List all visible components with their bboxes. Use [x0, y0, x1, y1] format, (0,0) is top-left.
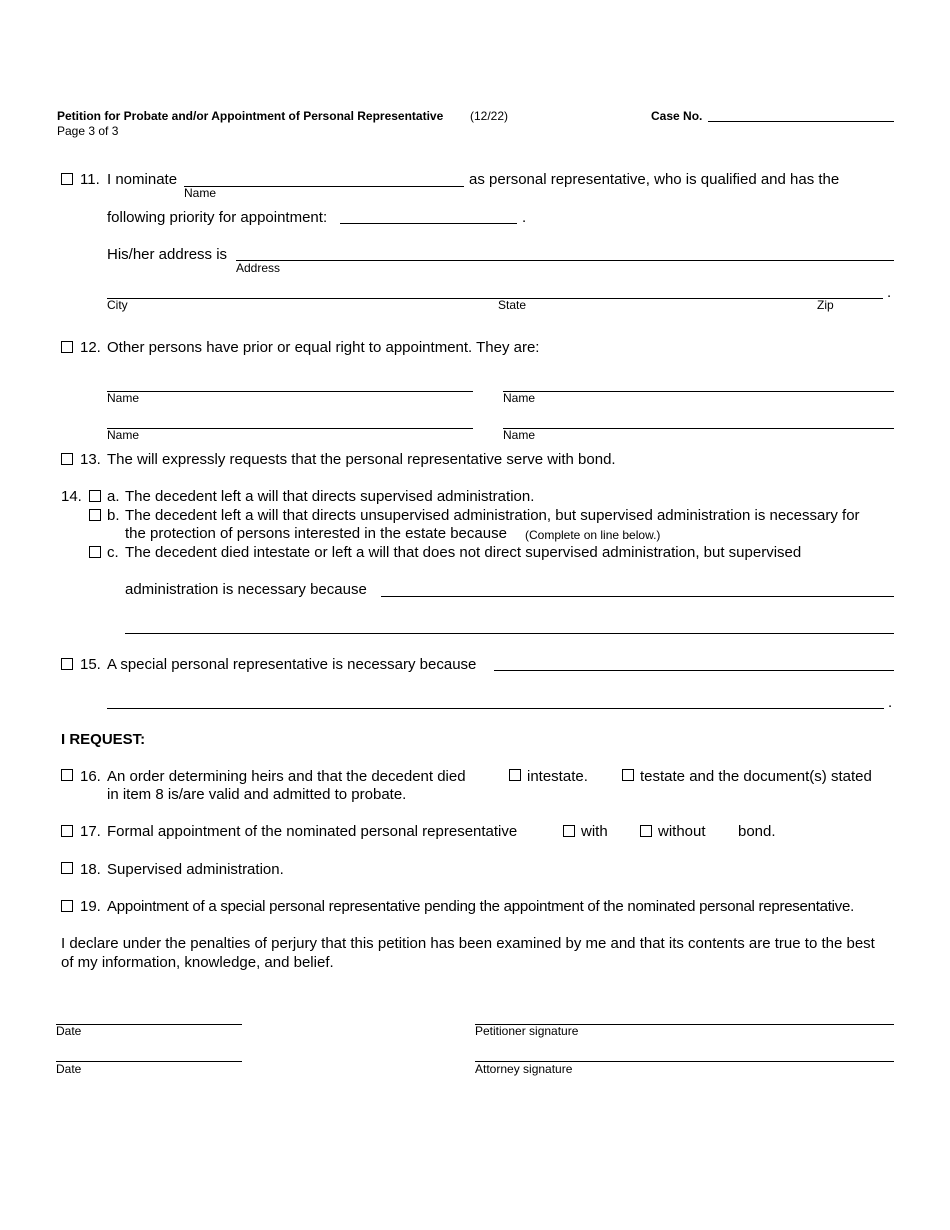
- attorney-date-field[interactable]: [56, 1061, 242, 1062]
- item-14-number: 14.: [61, 488, 82, 505]
- bond-label: bond.: [738, 823, 776, 840]
- without-bond-checkbox[interactable]: [640, 825, 652, 837]
- other-person-name-label: Name: [107, 391, 140, 405]
- item-15-reason-field-2[interactable]: [107, 708, 884, 709]
- address-period: .: [887, 284, 892, 301]
- item-14b-text-1: The decedent left a will that directs unsupervised administration, but supervised administration is necessary for: [125, 507, 860, 524]
- item-19-text: Appointment of a special personal representative pending the appointment of the nominated personal representative.: [107, 898, 855, 915]
- nominee-name-label: Name: [184, 186, 217, 200]
- item-17-checkbox[interactable]: [61, 825, 73, 837]
- item-19-checkbox[interactable]: [61, 900, 73, 912]
- item-13-number: 13.: [80, 451, 101, 468]
- item-14-reason-field[interactable]: [381, 596, 894, 597]
- priority-field[interactable]: [340, 223, 517, 224]
- case-number-field[interactable]: [708, 121, 894, 122]
- item-14a-text: The decedent left a will that directs supervised administration.: [125, 488, 535, 505]
- item-14b-note: (Complete on line below.): [525, 528, 661, 542]
- state-label: State: [498, 298, 527, 312]
- item-13-checkbox[interactable]: [61, 453, 73, 465]
- item-11-number: 11.: [80, 171, 100, 188]
- form-revision: (12/22): [470, 109, 509, 123]
- item-18-text: Supervised administration.: [107, 861, 284, 878]
- item-14c-text-1: The decedent died intestate or left a will that does not direct supervised administration, but supervised: [125, 544, 802, 561]
- item-11-checkbox[interactable]: [61, 173, 73, 185]
- address-text: His/her address is: [107, 246, 228, 263]
- item-11-text-b: as personal representative, who is qualified and has the: [469, 171, 840, 188]
- other-person-name-label: Name: [503, 391, 536, 405]
- item-15-text: A special personal representative is necessary because: [107, 656, 477, 673]
- other-person-name-label: Name: [503, 428, 536, 442]
- other-person-name-field[interactable]: [503, 391, 894, 392]
- item-18-number: 18.: [80, 861, 101, 878]
- petitioner-date-field[interactable]: [56, 1024, 242, 1025]
- declaration-line-2: of my information, knowledge, and belief.: [61, 954, 334, 971]
- petitioner-date-label: Date: [56, 1024, 82, 1038]
- with-bond-checkbox[interactable]: [563, 825, 575, 837]
- address-field[interactable]: [236, 260, 894, 261]
- item-14c-letter: c.: [107, 544, 119, 561]
- item-14b-checkbox[interactable]: [89, 509, 101, 521]
- item-14b-text-2: the protection of persons interested in the estate because: [125, 525, 507, 542]
- case-number-label: Case No.: [651, 109, 703, 123]
- declaration-line-1: I declare under the penalties of perjury that this petition has been examined by me and that its contents are true to the best: [61, 935, 875, 952]
- intestate-checkbox[interactable]: [509, 769, 521, 781]
- zip-label: Zip: [817, 298, 834, 312]
- other-person-name-field[interactable]: [503, 428, 894, 429]
- form-title: Petition for Probate and/or Appointment of Personal Representative: [57, 109, 444, 123]
- request-heading: I REQUEST:: [61, 731, 146, 748]
- item-19-number: 19.: [80, 898, 101, 915]
- item-15-reason-field[interactable]: [494, 670, 894, 671]
- item-12-text: Other persons have prior or equal right to appointment. They are:: [107, 339, 540, 356]
- item-16-text-1: An order determining heirs and that the decedent died: [107, 768, 466, 785]
- other-person-name-label: Name: [107, 428, 140, 442]
- item-15-number: 15.: [80, 656, 101, 673]
- testate-checkbox[interactable]: [622, 769, 634, 781]
- priority-text: following priority for appointment:: [107, 209, 328, 226]
- without-bond-label: without: [658, 823, 706, 840]
- item-18-checkbox[interactable]: [61, 862, 73, 874]
- item-17-number: 17.: [80, 823, 101, 840]
- priority-period: .: [522, 209, 527, 226]
- item-15-checkbox[interactable]: [61, 658, 73, 670]
- nominee-name-field[interactable]: [184, 186, 464, 187]
- testate-label: testate and the document(s) stated: [640, 768, 872, 785]
- item-14c-text-2: administration is necessary because: [125, 581, 367, 598]
- city-state-zip-field[interactable]: [107, 298, 883, 299]
- item-11-text-a: I nominate: [107, 171, 178, 188]
- item-17-text: Formal appointment of the nominated personal representative: [107, 823, 518, 840]
- item-14-reason-field-2[interactable]: [125, 633, 894, 634]
- item-16-number: 16.: [80, 768, 101, 785]
- item-16-checkbox[interactable]: [61, 769, 73, 781]
- address-label: Address: [236, 261, 281, 275]
- other-person-name-field[interactable]: [107, 391, 473, 392]
- city-label: City: [107, 298, 128, 312]
- item-15-period: .: [888, 694, 893, 711]
- item-14b-letter: b.: [107, 507, 120, 524]
- item-14c-checkbox[interactable]: [89, 546, 101, 558]
- item-14a-letter: a.: [107, 488, 120, 505]
- page-number: Page 3 of 3: [57, 124, 119, 138]
- attorney-date-label: Date: [56, 1062, 82, 1076]
- intestate-label: intestate.: [527, 768, 588, 785]
- petitioner-signature-label: Petitioner signature: [475, 1024, 579, 1038]
- item-13-text: The will expressly requests that the personal representative serve with bond.: [107, 451, 616, 468]
- item-12-number: 12.: [80, 339, 101, 356]
- other-person-name-field[interactable]: [107, 428, 473, 429]
- item-14a-checkbox[interactable]: [89, 490, 101, 502]
- item-12-checkbox[interactable]: [61, 341, 73, 353]
- with-bond-label: with: [581, 823, 608, 840]
- item-16-text-2: in item 8 is/are valid and admitted to probate.: [107, 786, 407, 803]
- attorney-signature-label: Attorney signature: [475, 1062, 573, 1076]
